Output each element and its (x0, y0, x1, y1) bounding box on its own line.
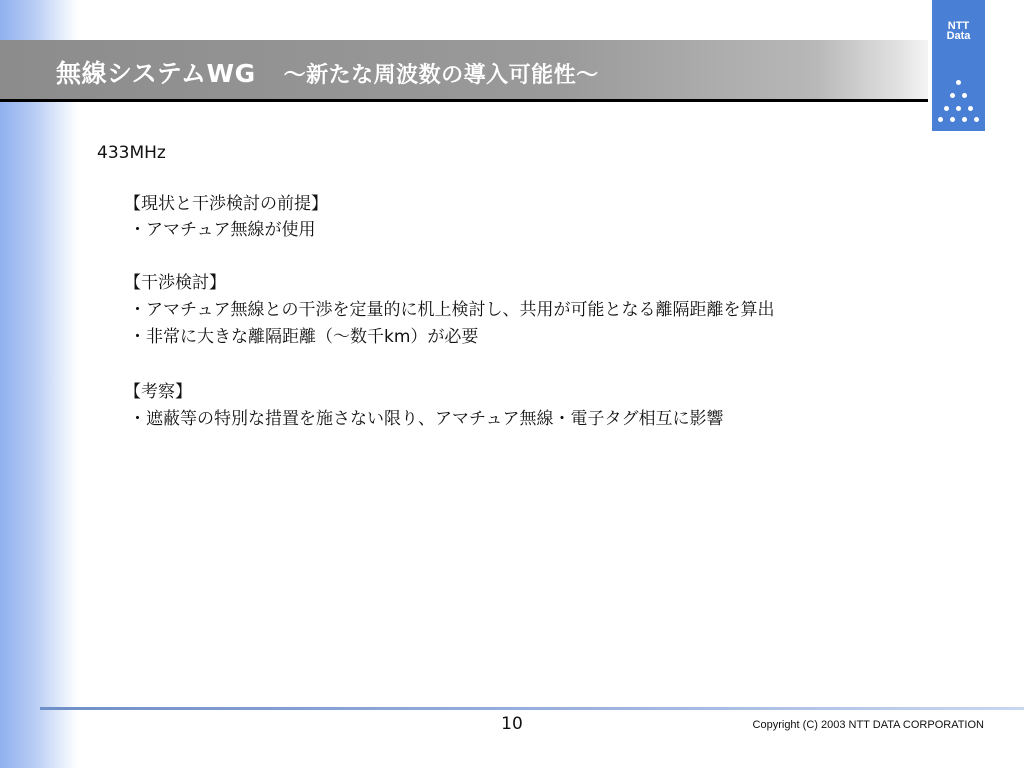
slide-title (56, 56, 599, 92)
logo-dots-icon (932, 74, 985, 124)
logo-dot (956, 106, 961, 111)
logo-dot (938, 117, 943, 122)
logo-text-line1: NTT (947, 20, 970, 32)
ntt-data-logo (932, 0, 985, 131)
bullet-item: ・遮蔽等の特別な措置を施さない限り、アマチュア無線・電子タグ相互に影響 (129, 409, 724, 429)
section-heading-interference: 【干渉検討】 (124, 273, 226, 293)
bullet-item: ・アマチュア無線が使用 (129, 220, 316, 240)
bullet-item: ・アマチュア無線との干渉を定量的に机上検討し、共用が可能となる離隔距離を算出 (129, 300, 775, 320)
logo-dot (950, 117, 955, 122)
slide-title-main: 無線システムWG (56, 59, 256, 88)
section-heading-current-status: 【現状と干渉検討の前提】 (124, 194, 328, 214)
logo-dot (944, 106, 949, 111)
logo-text-line2: Data (946, 30, 971, 42)
slide-title-subtitle: ～新たな周波数の導入可能性～ (283, 63, 599, 88)
logo-text (932, 21, 985, 41)
logo-dot (962, 93, 967, 98)
logo-dot (968, 106, 973, 111)
section-heading-discussion: 【考察】 (124, 382, 192, 402)
frequency-label: 433MHz (97, 143, 166, 163)
logo-dot (962, 117, 967, 122)
bullet-item: ・非常に大きな離隔距離（～数千km）が必要 (129, 327, 479, 347)
logo-dot (956, 80, 961, 85)
logo-dot (950, 93, 955, 98)
logo-dot (974, 117, 979, 122)
page-number: 10 (501, 714, 523, 734)
side-gradient-band (0, 0, 78, 768)
copyright-notice: Copyright (C) 2003 NTT DATA CORPORATION (752, 719, 984, 731)
footer-divider (40, 707, 1024, 710)
